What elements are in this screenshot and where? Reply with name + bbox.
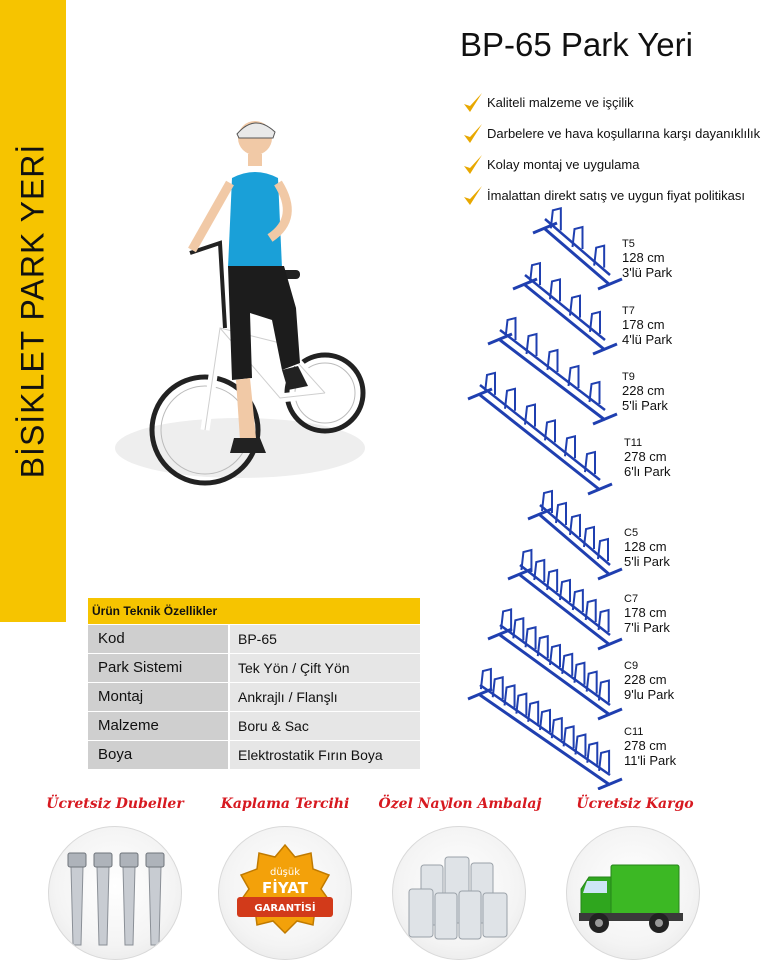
perk-title: Özel Naylon Ambalaj [378,796,542,812]
spec-value: Boru & Sac [230,712,420,740]
perk-nylon-packaging [392,826,526,960]
rack-drawing [468,669,622,789]
badge-text-small: düşük [269,867,301,878]
perk-dowels [48,826,182,960]
spec-row [88,741,420,769]
spec-key: Kod [88,625,228,653]
feature-item [462,154,760,185]
side-title: BİSİKLET PARK YERİ [14,143,51,479]
cargo-truck-icon [567,827,699,959]
spec-row [88,654,420,682]
rack-code: T9 [622,371,635,383]
perk-title: Ücretsiz Dubeller [46,796,184,812]
feature-text: İmalattan direkt satış ve uygun fiyat politikası [487,188,745,203]
rack-label [624,726,676,768]
rack-code: C5 [624,527,639,539]
rack-capacity: 3'lü Park [622,265,673,280]
dowel-screws-icon [49,827,181,959]
rack-capacity: 9'lu Park [624,687,675,702]
spec-key: Boya [88,741,228,769]
spec-key: Malzeme [88,712,228,740]
feature-list [462,92,760,216]
feature-text: Darbelere ve hava koşullarına karşı dayanıklılık [487,126,761,141]
check-icon [462,91,484,115]
rack-label [624,660,674,702]
spec-key: Park Sistemi [88,654,228,682]
rack-drawing [508,550,622,649]
rack-label [624,437,671,479]
rack-code: T11 [624,437,643,449]
rack-capacity: 4'lü Park [622,332,673,347]
rack-length: 278 cm [624,738,667,753]
rack-length: 228 cm [624,672,667,687]
rack-drawings [460,205,760,790]
rack-code: T5 [622,238,635,250]
perk-free-cargo [566,826,700,960]
badge-text-ribbon: GARANTİSİ [254,903,316,914]
feature-text: Kolay montaj ve uygulama [487,157,640,172]
page-title: BP-65 Park Yeri [460,26,693,63]
rack-code: C7 [624,593,639,605]
spec-value: Ankrajlı / Flanşlı [230,683,420,711]
rack-code: C9 [624,660,639,672]
rack-drawing [488,609,622,719]
rack-length: 278 cm [624,449,667,464]
rack-length: 178 cm [624,605,667,620]
check-icon [462,153,484,177]
rack-capacity: 11'li Park [624,753,677,768]
rack-length: 178 cm [622,317,665,332]
rack-length: 128 cm [624,539,667,554]
check-icon [462,122,484,146]
spec-value: Tek Yön / Çift Yön [230,654,420,682]
rack-label [622,238,672,280]
spec-value: BP-65 [230,625,420,653]
perk-price-guarantee [218,826,352,960]
spec-value: Elektrostatik Fırın Boya [230,741,420,769]
rack-label [622,371,668,413]
cyclist-photo [100,108,390,508]
rack-drawing [528,491,622,579]
rack-label [624,593,670,635]
feature-item [462,92,760,123]
rack-label [622,305,672,347]
rack-gallery [460,205,760,790]
feature-text: Kaliteli malzeme ve işçilik [487,95,634,110]
perk-title: Kaplama Tercihi [220,796,350,812]
price-guarantee-badge-icon [219,827,351,959]
spec-row [88,712,420,740]
spec-table [88,598,420,769]
badge-text-main: FİYAT [262,879,308,897]
rack-capacity: 5'li Park [624,554,670,569]
rack-capacity: 7'li Park [624,620,670,635]
rack-capacity: 6'lı Park [624,464,671,479]
spec-row [88,683,420,711]
rack-code: C11 [624,726,644,738]
spec-key: Montaj [88,683,228,711]
rack-length: 228 cm [622,383,665,398]
side-banner [0,0,66,622]
nylon-rolls-icon [393,827,525,959]
rack-label [624,527,670,569]
feature-item [462,123,760,154]
rack-drawing [533,208,622,289]
spec-row [88,625,420,653]
perk-title: Ücretsiz Kargo [576,796,694,812]
rack-length: 128 cm [622,250,665,265]
rack-capacity: 5'li Park [622,398,668,413]
spec-table-header: Ürün Teknik Özellikler [88,598,420,624]
rack-code: T7 [622,305,635,317]
